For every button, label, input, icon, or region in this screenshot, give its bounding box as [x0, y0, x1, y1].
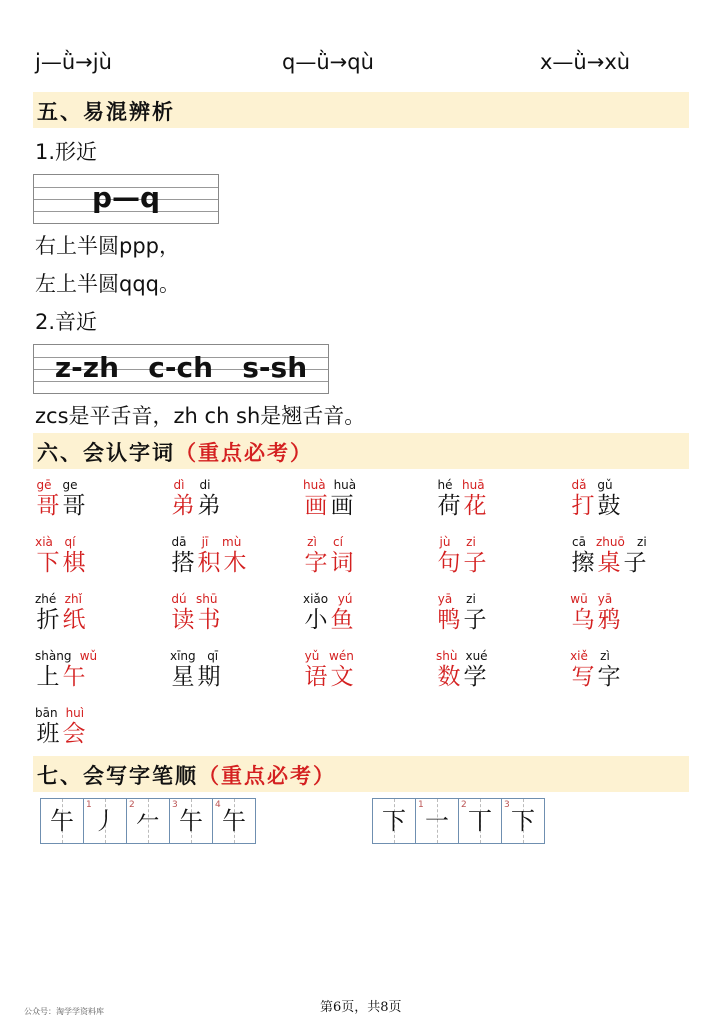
stroke-number: 1 — [418, 800, 424, 810]
pinyin: zì — [307, 535, 317, 549]
vocab-item — [35, 706, 87, 748]
stroke-cell — [373, 799, 416, 843]
pinyin: zhuō — [596, 535, 625, 549]
pinyin: yā — [597, 592, 613, 606]
footer-account: 公众号：淘学学资料库 — [24, 1007, 104, 1016]
pinyin: dú — [171, 592, 187, 606]
note-zcs: zcs是平舌音，zh ch sh是翘舌音。 — [35, 404, 366, 428]
hanzi: 班 — [36, 721, 60, 747]
stroke-char: 𠂉 — [136, 807, 160, 835]
pinyin: qí — [64, 535, 76, 549]
hanzi: 读 — [171, 607, 195, 633]
vocab-item — [570, 535, 651, 577]
pinyin: dā — [171, 535, 187, 549]
pinyin: zhé — [35, 592, 57, 606]
stroke-number: 2 — [129, 800, 135, 810]
stroke-number: 3 — [172, 800, 178, 810]
stroke-cell — [127, 799, 170, 843]
pinyin: shù — [436, 649, 458, 663]
pinyin: dì — [173, 478, 185, 492]
pinyin: xīng — [170, 649, 196, 663]
pinyin: xiǎo — [303, 592, 329, 606]
hanzi: 鸦 — [597, 607, 621, 633]
pinyin: huì — [65, 706, 85, 720]
pinyin: shàng — [35, 649, 72, 663]
hanzi: 纸 — [62, 607, 86, 633]
stroke-char: 丿 — [93, 807, 117, 835]
vocab-item — [170, 592, 222, 634]
pinyin: jù — [439, 535, 451, 549]
pinyin: zì — [600, 649, 610, 663]
stroke-cell — [84, 799, 127, 843]
pinyin: huà — [303, 478, 326, 492]
hanzi: 语 — [304, 664, 328, 690]
section-title: 六、会认字词 — [37, 441, 175, 465]
hanzi: 学 — [463, 664, 487, 690]
stroke-cell — [416, 799, 459, 843]
hanzi: 鸭 — [437, 607, 461, 633]
hanzi: 搭 — [171, 550, 195, 576]
hanzi: 下 — [36, 550, 60, 576]
pinyin: jī — [201, 535, 209, 549]
vocab-item — [303, 592, 355, 634]
pinyin: wǔ — [79, 649, 98, 663]
vocab-item — [436, 649, 488, 691]
pinyin: bān — [35, 706, 58, 720]
hanzi: 画 — [330, 493, 354, 519]
pinyin: wén — [329, 649, 354, 663]
hanzi: 折 — [36, 607, 60, 633]
subheading-shape: 1.形近 — [35, 140, 98, 164]
vocab-item — [170, 535, 248, 577]
vocab-item — [303, 649, 355, 691]
stroke-cell — [170, 799, 213, 843]
stroke-cell — [502, 799, 544, 843]
note-q: 左上半圆qqq。 — [35, 272, 180, 296]
hanzi: 弟 — [171, 493, 195, 519]
hanzi: 棋 — [62, 550, 86, 576]
hanzi: 子 — [623, 550, 647, 576]
section-title: 七、会写字笔顺 — [37, 764, 198, 788]
vocab-item — [170, 649, 222, 691]
vocab-item — [35, 592, 87, 634]
pinyin: mù — [222, 535, 242, 549]
pinyin: huā — [462, 478, 485, 492]
hanzi: 期 — [197, 664, 221, 690]
pinyin: zi — [637, 535, 647, 549]
vocab-item — [570, 592, 622, 634]
stroke-char: 一 — [425, 807, 449, 835]
subheading-sound: 2.音近 — [35, 310, 98, 334]
stroke-char: 午 — [222, 807, 246, 835]
pinyin: shū — [196, 592, 218, 606]
hanzi: 哥 — [62, 493, 86, 519]
key-highlight: （重点必考） — [175, 441, 313, 465]
stroke-order-strip — [40, 798, 256, 844]
section-title: 五、易混辨析 — [37, 100, 175, 124]
vocab-item — [436, 478, 488, 520]
pinyin: yǔ — [304, 649, 320, 663]
pinyin: cā — [572, 535, 586, 549]
hanzi: 画 — [304, 493, 328, 519]
rule-j: j—ǜ→jù — [35, 50, 112, 74]
zcs-text: z-zh c-ch s-sh — [54, 351, 308, 384]
key-highlight: （重点必考） — [198, 764, 336, 788]
hanzi: 文 — [330, 664, 354, 690]
hanzi: 木 — [223, 550, 247, 576]
pinyin: ge — [62, 478, 78, 492]
hanzi: 弟 — [197, 493, 221, 519]
hanzi: 荷 — [437, 493, 461, 519]
hanzi: 哥 — [36, 493, 60, 519]
pinyin: xiě — [570, 649, 588, 663]
hanzi: 书 — [197, 607, 221, 633]
hanzi: 写 — [571, 664, 595, 690]
pinyin: cí — [333, 535, 343, 549]
stroke-order-strip — [372, 798, 545, 844]
hanzi: 星 — [171, 664, 195, 690]
four-line-box-pq — [33, 174, 219, 224]
stroke-char: 午 — [50, 807, 74, 835]
hanzi: 子 — [463, 550, 487, 576]
hanzi: 数 — [437, 664, 461, 690]
four-line-box-zcs — [33, 344, 329, 394]
hanzi: 小 — [304, 607, 328, 633]
pinyin: zi — [466, 592, 476, 606]
stroke-number: 3 — [504, 800, 510, 810]
rule-x: x—ǜ→xù — [540, 50, 631, 74]
hanzi: 上 — [36, 664, 60, 690]
hanzi: 乌 — [571, 607, 595, 633]
hanzi: 打 — [571, 493, 595, 519]
hanzi: 子 — [463, 607, 487, 633]
pinyin: zhǐ — [64, 592, 82, 606]
hanzi: 词 — [330, 550, 354, 576]
vocab-item — [436, 592, 488, 634]
vocab-item — [35, 535, 87, 577]
vocab-item — [303, 535, 355, 577]
pinyin: di — [199, 478, 211, 492]
stroke-char: 下 — [382, 807, 406, 835]
vocab-item — [35, 649, 97, 691]
pinyin: wū — [570, 592, 588, 606]
hanzi: 积 — [197, 550, 221, 576]
vocab-item — [170, 478, 222, 520]
note-p: 右上半圆ppp， — [35, 234, 180, 258]
hanzi: 鼓 — [597, 493, 621, 519]
page-number: 第6页，共8页 — [320, 1000, 402, 1015]
hanzi: 午 — [62, 664, 86, 690]
hanzi: 字 — [304, 550, 328, 576]
hanzi: 会 — [62, 721, 86, 747]
vocab-item — [303, 478, 356, 520]
rule-q: q—ǜ→qù — [282, 50, 374, 74]
pinyin: zi — [466, 535, 476, 549]
hanzi: 鱼 — [330, 607, 354, 633]
pinyin: dǎ — [571, 478, 587, 492]
stroke-number: 4 — [215, 800, 221, 810]
pinyin: xià — [35, 535, 53, 549]
hanzi: 花 — [463, 493, 487, 519]
hanzi: 句 — [437, 550, 461, 576]
hanzi: 擦 — [571, 550, 595, 576]
stroke-char: 下 — [511, 807, 535, 835]
stroke-char: 丅 — [468, 807, 492, 835]
pinyin: qī — [207, 649, 219, 663]
stroke-cell — [213, 799, 255, 843]
pinyin: hé — [437, 478, 453, 492]
vocab-item — [35, 478, 87, 520]
vocab-item — [570, 478, 622, 520]
hanzi: 桌 — [597, 550, 621, 576]
pinyin: gǔ — [597, 478, 613, 492]
stroke-number: 1 — [86, 800, 92, 810]
pinyin: huà — [333, 478, 357, 492]
section-7-header — [33, 756, 689, 792]
hanzi: 字 — [597, 664, 621, 690]
pq-text: p—q — [91, 181, 161, 214]
section-5-header — [33, 92, 689, 128]
pinyin: yú — [337, 592, 353, 606]
vocab-item — [436, 535, 488, 577]
stroke-number: 2 — [461, 800, 467, 810]
stroke-cell — [459, 799, 502, 843]
pinyin: yā — [437, 592, 453, 606]
pinyin: gē — [36, 478, 52, 492]
stroke-cell — [41, 799, 84, 843]
stroke-char: 午 — [179, 807, 203, 835]
pinyin: xué — [465, 649, 488, 663]
vocab-item — [570, 649, 622, 691]
section-6-header — [33, 433, 689, 469]
